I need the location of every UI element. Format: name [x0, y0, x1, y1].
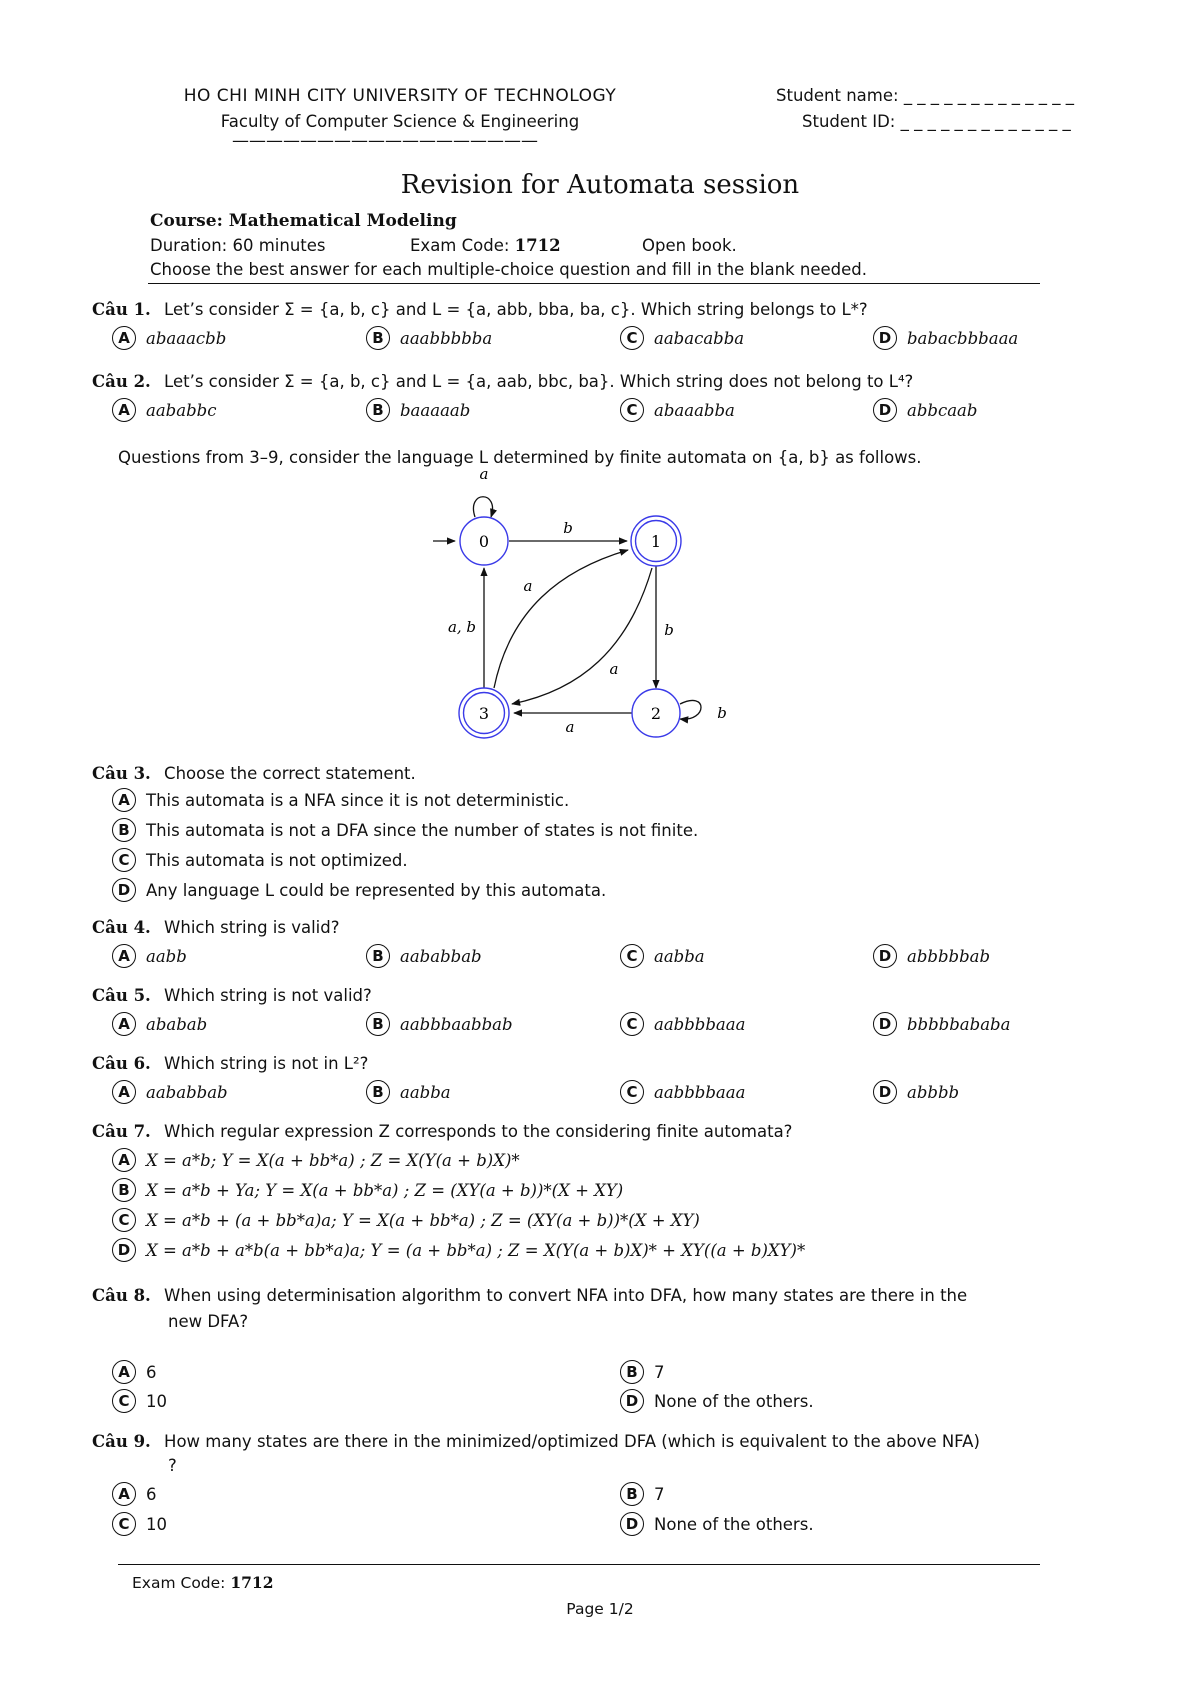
q3-option-b-text: This automata is not a DFA since the number of states is not finite. [146, 820, 699, 840]
student-id-blank[interactable]: _ _ _ _ _ _ _ _ _ _ _ _ _ [900, 112, 1071, 131]
question-7-number: Câu 7. [92, 1122, 151, 1141]
edge-label-3-1: a [523, 577, 533, 595]
q2-option-c[interactable] [620, 398, 735, 422]
option-b-badge: B [112, 818, 136, 842]
q8-option-b-text: 7 [654, 1362, 665, 1382]
option-a-badge: A [112, 1080, 136, 1104]
question-3-text: Choose the correct statement. [164, 764, 416, 783]
q4-option-b-text: aababbab [400, 946, 482, 966]
q1-option-a-text: abaaacbb [146, 328, 227, 348]
q1-option-b-text: aaabbbbba [400, 328, 493, 348]
option-d-badge: D [620, 1389, 644, 1413]
q5-option-a[interactable] [112, 1012, 207, 1036]
edge-loop-2 [680, 700, 701, 719]
q8-option-b[interactable] [620, 1360, 665, 1384]
faculty-name: Faculty of Computer Science & Engineering [220, 112, 580, 131]
option-a-badge: A [112, 1012, 136, 1036]
q6-option-b-text: aabba [400, 1082, 451, 1102]
q3-option-a[interactable] [112, 788, 569, 812]
q9-option-c-text: 10 [146, 1514, 167, 1534]
edge-1-3 [512, 568, 652, 704]
option-c-badge: C [112, 1389, 136, 1413]
q2-option-c-text: abaaabba [654, 400, 735, 420]
edge-label-1-2: b [664, 621, 674, 639]
q8-option-a-text: 6 [146, 1362, 157, 1382]
question-2-text: Let’s consider Σ = {a, b, c} and L = {a, aab, bbc, ba}. Which string does not belong to L⁴? [164, 372, 914, 391]
header-divider: —————————————————— [232, 131, 538, 151]
edge-label-0-1: b [563, 519, 573, 537]
option-a-badge: A [112, 1482, 136, 1506]
q9-option-b[interactable] [620, 1482, 665, 1506]
q4-option-d-text: abbbbbab [907, 946, 991, 966]
question-8-text: When using determinisation algorithm to convert NFA into DFA, how many states are there in the [164, 1286, 968, 1305]
edge-label-loop-2: b [717, 704, 727, 722]
option-c-badge: C [620, 944, 644, 968]
q8-option-c-text: 10 [146, 1391, 167, 1411]
q3-option-c[interactable] [112, 848, 408, 872]
option-d-badge: D [873, 398, 897, 422]
option-b-badge: B [366, 326, 390, 350]
page-title: Revision for Automata session [400, 170, 800, 200]
q7-option-a-text: X = a*b; Y = X(a + bb*a) ; Z = X(Y(a + b)X)* [146, 1150, 520, 1170]
q2-option-d[interactable] [873, 398, 977, 422]
q2-option-d-text: abbcaab [907, 400, 978, 420]
edge-loop-0 [473, 497, 492, 517]
q6-option-a-text: aababbab [146, 1082, 228, 1102]
option-c-badge: C [112, 1208, 136, 1232]
option-a-badge: A [112, 788, 136, 812]
state-2-label: 2 [650, 704, 662, 723]
q9-option-c[interactable] [112, 1512, 167, 1536]
q6-option-b[interactable] [366, 1080, 451, 1104]
q7-option-c-text: X = a*b + (a + bb*a)a; Y = X(a + bb*a) ; Z = (XY(a + b))*(X + XY) [146, 1210, 700, 1230]
question-6-text: Which string is not in L²? [164, 1054, 369, 1073]
q4-option-a[interactable] [112, 944, 187, 968]
option-c-badge: C [620, 398, 644, 422]
footer-exam-code-value: 1712 [230, 1573, 274, 1592]
exam-code-top-label: Exam Code: [410, 236, 510, 255]
question-9-text-cont: ? [168, 1456, 177, 1475]
q6-option-d-text: abbbb [907, 1082, 960, 1102]
q8-option-d-text: None of the others. [654, 1391, 814, 1411]
q6-option-a[interactable] [112, 1080, 228, 1104]
q4-option-d[interactable] [873, 944, 990, 968]
edge-3-1 [494, 550, 628, 688]
option-c-badge: C [620, 1080, 644, 1104]
q9-option-d-text: None of the others. [654, 1514, 814, 1534]
q4-option-b[interactable] [366, 944, 482, 968]
option-c-badge: C [112, 1512, 136, 1536]
question-4-text: Which string is valid? [164, 918, 340, 937]
option-a-badge: A [112, 1360, 136, 1384]
edge-label-2-3: a [565, 718, 575, 736]
question-9 [92, 1432, 1052, 1451]
student-name-blank[interactable]: _ _ _ _ _ _ _ _ _ _ _ _ _ [903, 86, 1075, 105]
q1-option-c-text: aabacabba [654, 328, 745, 348]
q3-option-c-text: This automata is not optimized. [146, 850, 408, 870]
option-b-badge: B [366, 398, 390, 422]
question-4 [92, 918, 1052, 937]
q8-option-c[interactable] [112, 1389, 167, 1413]
q6-option-c-text: aabbbbaaa [654, 1082, 746, 1102]
option-d-badge: D [112, 878, 136, 902]
q7-option-a[interactable] [112, 1148, 520, 1172]
q4-option-c[interactable] [620, 944, 705, 968]
student-name-label: Student name: [776, 86, 899, 105]
q5-option-a-text: ababab [146, 1014, 208, 1034]
q2-option-a-text: aababbc [146, 400, 217, 420]
student-id-label: Student ID: [802, 112, 896, 131]
exam-code-top [410, 236, 561, 255]
question-8-text-cont: new DFA? [168, 1312, 249, 1331]
q7-option-d[interactable] [112, 1238, 805, 1262]
option-b-badge: B [366, 1080, 390, 1104]
option-d-badge: D [620, 1512, 644, 1536]
footer-rule [118, 1564, 1040, 1565]
option-d-badge: D [112, 1238, 136, 1262]
q1-option-c[interactable] [620, 326, 744, 350]
q2-option-a[interactable] [112, 398, 216, 422]
question-7 [92, 1122, 1052, 1141]
q8-option-a[interactable] [112, 1360, 157, 1384]
edge-label-3-0: a, b [447, 618, 477, 636]
student-name-field[interactable] [776, 86, 1074, 105]
q1-option-a[interactable] [112, 326, 226, 350]
option-d-badge: D [873, 1080, 897, 1104]
question-9-number: Câu 9. [92, 1432, 151, 1451]
question-8 [92, 1286, 1052, 1305]
q9-option-a[interactable] [112, 1482, 157, 1506]
state-3 [459, 688, 509, 738]
duration: Duration: 60 minutes [150, 236, 326, 255]
question-6 [92, 1054, 1052, 1073]
question-1 [92, 300, 1052, 319]
question-3 [92, 764, 1052, 783]
q4-option-c-text: aabba [654, 946, 705, 966]
question-7-text: Which regular expression Z corresponds to the considering finite automata? [164, 1122, 793, 1141]
page-number: Page 1/2 [566, 1600, 634, 1618]
question-1-number: Câu 1. [92, 300, 151, 319]
state-3-label: 3 [478, 704, 490, 723]
question-1-text: Let’s consider Σ = {a, b, c} and L = {a, abb, bba, ba, c}. Which string belongs to L*? [164, 300, 868, 319]
question-6-number: Câu 6. [92, 1054, 151, 1073]
q4-option-a-text: aabb [146, 946, 187, 966]
question-2 [92, 372, 1052, 391]
q7-option-d-text: X = a*b + a*b(a + bb*a)a; Y = (a + bb*a) ; Z = X(Y(a + b)X)* + XY((a + b)XY)* [146, 1240, 806, 1260]
q5-option-d-text: bbbbbababa [907, 1014, 1011, 1034]
option-b-badge: B [620, 1482, 644, 1506]
q1-option-d[interactable] [873, 326, 1018, 350]
question-5-text: Which string is not valid? [164, 986, 372, 1005]
footer-exam-code-label: Exam Code: [132, 1574, 226, 1592]
option-c-badge: C [620, 1012, 644, 1036]
student-id-field[interactable] [802, 112, 1071, 131]
automaton-intro: Questions from 3–9, consider the language L determined by finite automata on {a, b} as follows. [118, 448, 922, 467]
exam-code-top-value: 1712 [514, 236, 561, 255]
state-2 [632, 689, 680, 737]
q3-option-a-text: This automata is a NFA since it is not deterministic. [146, 790, 570, 810]
option-c-badge: C [620, 326, 644, 350]
option-a-badge: A [112, 398, 136, 422]
instructions: Choose the best answer for each multiple-choice question and fill in the blank needed. [150, 260, 868, 279]
question-5-number: Câu 5. [92, 986, 151, 1005]
q9-option-b-text: 7 [654, 1484, 665, 1504]
question-4-number: Câu 4. [92, 918, 151, 937]
option-d-badge: D [873, 1012, 897, 1036]
q8-option-d[interactable] [620, 1389, 814, 1413]
option-c-badge: C [112, 848, 136, 872]
option-b-badge: B [112, 1178, 136, 1202]
q1-option-d-text: babacbbbaaa [907, 328, 1019, 348]
edge-label-loop-0: a [479, 465, 489, 483]
q2-option-b[interactable] [366, 398, 470, 422]
q5-option-d[interactable] [873, 1012, 1010, 1036]
option-d-badge: D [873, 944, 897, 968]
state-1-label: 1 [650, 532, 662, 551]
option-a-badge: A [112, 1148, 136, 1172]
edge-label-1-3: a [609, 660, 619, 678]
state-1 [631, 516, 681, 566]
q1-option-b[interactable] [366, 326, 492, 350]
q3-option-b[interactable] [112, 818, 698, 842]
q6-option-d[interactable] [873, 1080, 959, 1104]
q5-option-b[interactable] [366, 1012, 513, 1036]
question-3-number: Câu 3. [92, 764, 151, 783]
q6-option-c[interactable] [620, 1080, 745, 1104]
question-9-text: How many states are there in the minimized/optimized DFA (which is equivalent to the above NFA) [164, 1432, 980, 1451]
q7-option-c[interactable] [112, 1208, 700, 1232]
q5-option-c[interactable] [620, 1012, 745, 1036]
q9-option-d[interactable] [620, 1512, 814, 1536]
option-a-badge: A [112, 326, 136, 350]
footer-exam-code [132, 1573, 273, 1592]
q5-option-c-text: aabbbbaaa [654, 1014, 746, 1034]
q5-option-b-text: aabbbaabbab [400, 1014, 513, 1034]
q7-option-b-text: X = a*b + Ya; Y = X(a + bb*a) ; Z = (XY(a + b))*(X + XY) [146, 1180, 624, 1200]
question-5 [92, 986, 1052, 1005]
option-b-badge: B [620, 1360, 644, 1384]
q2-option-b-text: baaaaab [400, 400, 471, 420]
option-b-badge: B [366, 944, 390, 968]
open-book-note: Open book. [642, 236, 737, 255]
header-rule [148, 283, 1040, 284]
state-0-label: 0 [478, 532, 490, 551]
q7-option-b[interactable] [112, 1178, 623, 1202]
option-a-badge: A [112, 944, 136, 968]
automaton-diagram [420, 462, 750, 752]
q3-option-d[interactable] [112, 878, 606, 902]
question-8-number: Câu 8. [92, 1286, 151, 1305]
option-d-badge: D [873, 326, 897, 350]
q9-option-a-text: 6 [146, 1484, 157, 1504]
q3-option-d-text: Any language L could be represented by this automata. [146, 880, 607, 900]
university-name: HO CHI MINH CITY UNIVERSITY OF TECHNOLOGY [183, 86, 617, 106]
option-b-badge: B [366, 1012, 390, 1036]
state-0 [460, 517, 508, 565]
question-2-number: Câu 2. [92, 372, 151, 391]
course-name: Course: Mathematical Modeling [150, 211, 457, 231]
